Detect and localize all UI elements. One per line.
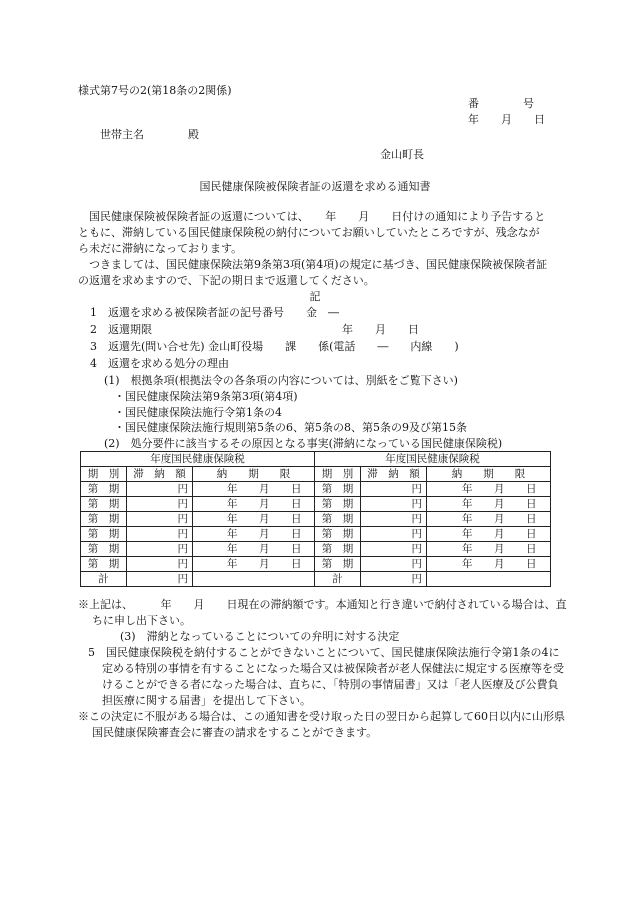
table-group-header: 年度国民健康保険税 [315, 452, 551, 467]
item-4: 4 返還を求める処分の理由 [90, 357, 229, 370]
arrears-amount-cell: 円 [361, 512, 427, 527]
date-part: 月 [494, 528, 505, 540]
arrears-amount-cell: 円 [127, 557, 193, 572]
period-cell: 第 期 [315, 497, 361, 512]
document-date: 年 月 日 [468, 113, 545, 126]
date-part: 月 [494, 513, 505, 525]
date-part: 月 [494, 558, 505, 570]
period-cell: 第 期 [315, 557, 361, 572]
item-2: 2 返還期限 [90, 323, 152, 336]
ki-heading: 記 [309, 290, 321, 303]
empty-cell [193, 572, 315, 587]
due-date-cell [427, 482, 551, 497]
arrears-amount-cell: 円 [361, 497, 427, 512]
total-label: 計 [315, 572, 361, 587]
date-part: 日 [291, 528, 302, 540]
arrears-amount-cell: 円 [127, 482, 193, 497]
empty-cell [427, 572, 551, 587]
arrears-table [80, 451, 551, 587]
total-yen: 円 [127, 572, 193, 587]
date-part: 月 [259, 543, 270, 555]
item-3: 3 返還先(問い合せ先) 金山町役場 課 係(電話 ― 内線 ) [90, 340, 459, 353]
period-cell: 第 期 [315, 512, 361, 527]
date-part: 年 [227, 513, 238, 525]
arrears-amount-cell: 円 [361, 557, 427, 572]
date-part: 年 [227, 543, 238, 555]
due-date-cell [427, 557, 551, 572]
date-part: 年 [462, 513, 473, 525]
date-part: 日 [291, 498, 302, 510]
date-part: 日 [291, 543, 302, 555]
note-1: ※上記は、 年 月 日現在の滞納額です。本通知と行き違いで納付されている場合は、直ちに申し出下さい。 [78, 598, 567, 627]
date-part: 年 [462, 543, 473, 555]
due-date-cell [193, 527, 315, 542]
period-cell: 第 期 [315, 482, 361, 497]
due-date-cell [193, 542, 315, 557]
date-part: 日 [526, 513, 537, 525]
date-part: 日 [291, 483, 302, 495]
item-4-sub-1: (1) 根拠条項(根拠法令の各条項の内容については、別紙をご覧下さい) [104, 374, 458, 387]
date-part: 月 [259, 528, 270, 540]
period-cell: 第 期 [81, 542, 127, 557]
due-date-cell [427, 527, 551, 542]
date-part: 年 [227, 558, 238, 570]
legal-basis-bullet: ・国民健康保険法施行規則第5条の6、第5条の8、第5条の9及び第15条 [114, 421, 467, 434]
table-row [81, 542, 551, 557]
date-part: 月 [494, 498, 505, 510]
legal-basis-bullet: ・国民健康保険法施行令第1条の4 [114, 406, 282, 419]
date-part: 年 [462, 483, 473, 495]
column-header: 期 別 [81, 467, 127, 482]
date-part: 日 [526, 498, 537, 510]
date-part: 日 [291, 513, 302, 525]
date-part: 日 [526, 543, 537, 555]
period-cell: 第 期 [81, 527, 127, 542]
date-part: 月 [494, 483, 505, 495]
date-part: 年 [462, 528, 473, 540]
table-group-header: 年度国民健康保険税 [81, 452, 315, 467]
note-2: ※この決定に不服がある場合は、この通知書を受け取った日の翌日から起算して60日以内に山形県国民健康保険審査会に審査の請求をすることができます。 [78, 710, 565, 739]
period-cell: 第 期 [81, 497, 127, 512]
due-date-cell [427, 497, 551, 512]
due-date-cell [427, 512, 551, 527]
item-5: 5 国民健康保険税を納付することができないことについて、国民健康保険法施行令第1条の4に定める特別の事情を有することになった場合又は被保険者が老人保健法に規定する医療等を受けることができる者になった場合は、直ちに、「特別の事情届書」又は「老人医療及び公費負担医療に関する届書」を提出して下さい。 [88, 646, 564, 707]
period-cell: 第 期 [81, 512, 127, 527]
arrears-amount-cell: 円 [127, 497, 193, 512]
date-part: 年 [227, 528, 238, 540]
due-date-cell [193, 557, 315, 572]
total-yen: 円 [361, 572, 427, 587]
arrears-amount-cell: 円 [127, 512, 193, 527]
date-part: 月 [259, 558, 270, 570]
date-part: 年 [462, 558, 473, 570]
item-4-sub-3: (3) 滞納となっていることについての弁明に対する決定 [120, 630, 400, 643]
document-title: 国民健康保険被保険者証の返還を求める通知書 [199, 180, 431, 193]
date-part: 月 [259, 483, 270, 495]
body-paragraph-1: 国民健康保険被保険者証の返還については、 年 月 日付けの通知により予告するとともに、滞納している国民健康保険税の納付についてお願いしていたところですが、残念ながら未だに滞納になっております。 [78, 210, 546, 255]
arrears-amount-cell: 円 [361, 542, 427, 557]
column-header: 納 期 限 [193, 467, 315, 482]
table-row [81, 482, 551, 497]
total-label: 計 [81, 572, 127, 587]
arrears-amount-cell: 円 [361, 482, 427, 497]
arrears-amount-cell: 円 [127, 542, 193, 557]
date-part: 月 [259, 513, 270, 525]
table-row [81, 557, 551, 572]
column-header: 滞 納 額 [127, 467, 193, 482]
item-1: 1 返還を求める被保険者証の記号番号 金 ― [90, 306, 339, 319]
date-part: 月 [259, 498, 270, 510]
due-date-cell [193, 512, 315, 527]
period-cell: 第 期 [81, 482, 127, 497]
date-part: 日 [526, 528, 537, 540]
date-part: 日 [526, 558, 537, 570]
form-reference: 様式第7号の2(第18条の2関係) [78, 84, 232, 97]
date-part: 月 [494, 543, 505, 555]
date-part: 日 [291, 558, 302, 570]
body-paragraph-2: つきましては、国民健康保険法第9条第3項(第4項)の規定に基づき、国民健康保険被保険者証の返還を求めますので、下記の期日まで返還してください。 [78, 258, 548, 287]
table-total-row [81, 572, 551, 587]
period-cell: 第 期 [315, 527, 361, 542]
sender: 金山町長 [380, 148, 424, 161]
item-4-sub-2: (2) 処分要件に該当するその原因となる事実(滞納になっている国民健康保険税) [104, 437, 503, 450]
due-date-cell [427, 542, 551, 557]
column-header: 滞 納 額 [361, 467, 427, 482]
table-row [81, 497, 551, 512]
body-text [78, 209, 548, 289]
date-part: 日 [526, 483, 537, 495]
table-row [81, 512, 551, 527]
legal-basis-bullet: ・国民健康保険法第9条第3項(第4項) [114, 390, 298, 403]
period-cell: 第 期 [81, 557, 127, 572]
document-number: 番 号 [468, 97, 534, 110]
date-part: 年 [462, 498, 473, 510]
column-header: 期 別 [315, 467, 361, 482]
due-date-cell [193, 497, 315, 512]
arrears-amount-cell: 円 [361, 527, 427, 542]
period-cell: 第 期 [315, 542, 361, 557]
column-header: 納 期 限 [427, 467, 551, 482]
table-row [81, 527, 551, 542]
date-part: 年 [227, 498, 238, 510]
item-2-date: 年 月 日 [342, 323, 419, 336]
date-part: 年 [227, 483, 238, 495]
addressee: 世帯主名 殿 [100, 128, 199, 141]
arrears-amount-cell: 円 [127, 527, 193, 542]
due-date-cell [193, 482, 315, 497]
